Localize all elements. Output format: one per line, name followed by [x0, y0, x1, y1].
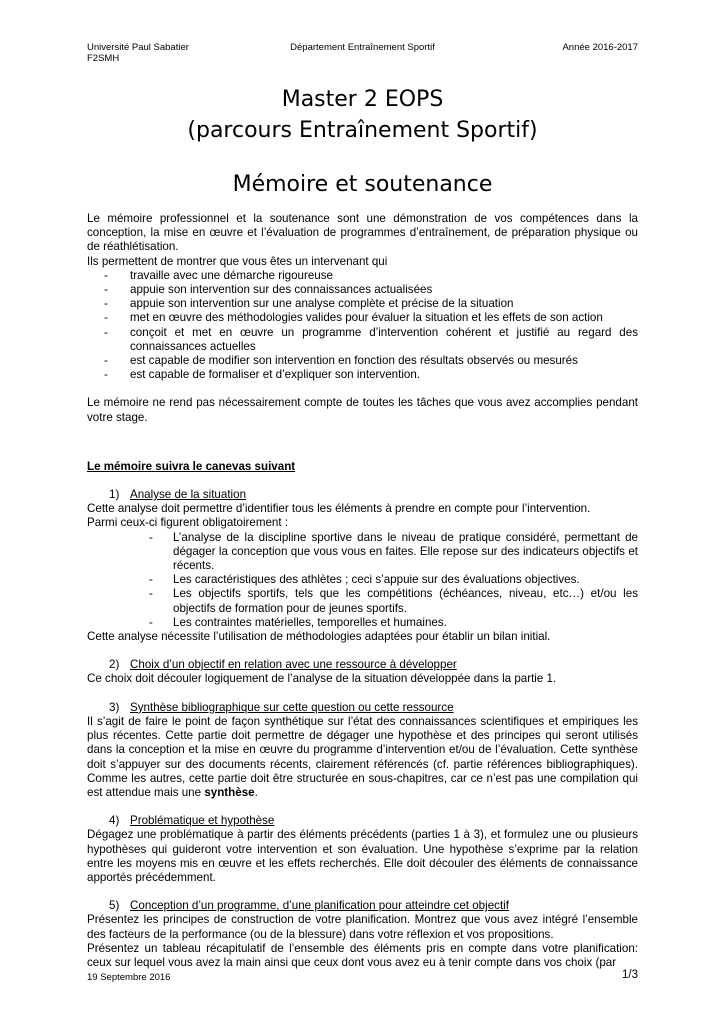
section-1-paragraph-1: Cette analyse doit permettre d’identifier tous les éléments à prendre en compte pour l’intervention.: [87, 502, 591, 516]
bullet-dash: -: [104, 311, 108, 325]
canvas-heading: Le mémoire suivra le canevas suivant: [87, 459, 296, 473]
list-item: - travaille avec une démarche rigoureuse: [104, 268, 334, 282]
section-1-paragraph-2: Parmi ceux-ci figurent obligatoirement :: [87, 516, 289, 530]
list-item: - Les caractéristiques des athlètes ; ceci s’appuie sur des évaluations objectives.: [149, 573, 580, 587]
section-1-paragraph-3: Cette analyse nécessite l’utilisation de méthodologies adaptées pour établir un bilan initial.: [87, 630, 551, 644]
list-item: - Les objectifs sportifs, tels que les compétitions (échéances, niveau, etc…) et/ou les objectifs de formation pour de jeunes sportifs.: [149, 587, 638, 615]
section-1-bullet-list: [87, 531, 638, 630]
bullet-dash: -: [104, 283, 108, 297]
section-1-heading: 1) Analyse de la situation: [109, 488, 247, 502]
bullet-dash: -: [104, 268, 108, 282]
list-item: - appuie son intervention sur des connaissances actualisées: [104, 283, 433, 297]
bullet-dash: -: [104, 354, 108, 368]
synthese-bold: synthèse: [204, 785, 255, 799]
list-item: - est capable de formaliser et d’expliquer son intervention.: [104, 368, 421, 382]
page-number: 1/3: [622, 969, 638, 981]
list-item: - L’analyse de la discipline sportive dans le niveau de pratique considéré, permettant de dégager la conception que vous vous en faites. Elle repose sur des indicateurs objectifs et récents.: [149, 530, 638, 573]
section-5-paragraph-1: Présentez les principes de construction de votre planification. Montrez que vous avez intégré l’ensemble des facteurs de la performance (ou de la blessure) dans votre réflexion et vos propositions.: [87, 913, 638, 941]
intro-paragraph-3: Le mémoire ne rend pas nécessairement compte de toutes les tâches que vous avez accomplies pendant votre stage.: [87, 396, 638, 424]
document-body: [87, 212, 638, 970]
bullet-dash: -: [149, 615, 153, 629]
section-4-paragraph-1: Dégagez une problématique à partir des éléments précédents (parties 1 à 3), et formulez une ou plusieurs hypothèses qui guideront votre intervention et son évaluation. Une hypothèse s’exprime par la relation entre les moyens mis en œuvre et les effets recherchés. Elle doit découler des éléments de connaissance apportés précédemment.: [87, 828, 638, 884]
list-item: - est capable de modifier son intervention en fonction des résultats observés ou mesurés: [104, 354, 578, 368]
intro-paragraph-2: Ils permettent de montrer que vous êtes un intervenant qui: [87, 254, 388, 268]
bullet-dash: -: [104, 297, 108, 311]
list-item: - met en œuvre des méthodologies valides pour évaluer la situation et les effets de son action: [104, 311, 603, 325]
section-3-heading: 3) Synthèse bibliographique sur cette question ou cette ressource: [109, 700, 454, 714]
section-2-heading: 2) Choix d’un objectif en relation avec une ressource à développer: [109, 658, 457, 672]
title-line-2: (parcours Entraînement Sportif): [187, 118, 538, 143]
title-line-3: Mémoire et soutenance: [232, 172, 493, 197]
section-4-heading: 4) Problématique et hypothèse: [109, 814, 275, 828]
header-year: Année 2016-2017: [562, 42, 638, 53]
bullet-dash: -: [149, 573, 153, 587]
header-university: Université Paul Sabatier: [87, 42, 189, 53]
section-5-heading: 5) Conception d’un programme, d’une planification pour atteindre cet objectif: [109, 899, 509, 913]
bullet-dash: -: [149, 530, 153, 544]
list-item: - Les contraintes matérielles, temporelles et humaines.: [149, 615, 447, 629]
intro-bullet-list: [87, 269, 638, 383]
header-department: Département Entraînement Sportif: [290, 42, 435, 53]
footer-date: 19 Septembre 2016: [87, 972, 171, 983]
section-5-paragraph-2: Présentez un tableau récapitulatif de l’ensemble des éléments pris en compte dans votre planification: ceux sur lequel vous avez la main ainsi que ceux dont vous avez eu à tenir compte dans vos choix (par: [87, 941, 638, 969]
section-3-paragraph-1: Il s’agit de faire le point de façon synthétique sur l’état des connaissances scientifiques et empiriques les plus récentes. Cette partie doit permettre de dégager une hypothèse et des principes qui seront utilisés dans la conception et la mise en œuvre du programme d’intervention et/ou de l’évaluation. Cette synthèse doit s’appuyer sur des documents récents, clairement référencés (cf. partie références bibliographiques). Comme les autres, cette partie doit être structurée en sous-chapitres, car ce n’est pas une compilation qui est attendue mais une synthèse.: [87, 714, 638, 799]
bullet-dash: -: [104, 368, 108, 382]
bullet-dash: -: [149, 587, 153, 601]
header-unit: F2SMH: [87, 53, 120, 64]
bullet-dash: -: [104, 325, 108, 339]
intro-paragraph-1: Le mémoire professionnel et la soutenance sont une démonstration de vos compétences dans la conception, la mise en œuvre et l’évaluation de programmes d’entraînement, de préparation physique ou de réathlétisation.: [87, 212, 638, 254]
list-item: - conçoit et met en œuvre un programme d’intervention cohérent et justifié au regard des connaissances actuelles: [104, 325, 638, 353]
title-line-1: Master 2 EOPS: [281, 87, 444, 112]
list-item: - appuie son intervention sur une analyse complète et précise de la situation: [104, 297, 514, 311]
section-2-paragraph-1: Ce choix doit découler logiquement de l’analyse de la situation développée dans la partie 1.: [87, 672, 557, 686]
